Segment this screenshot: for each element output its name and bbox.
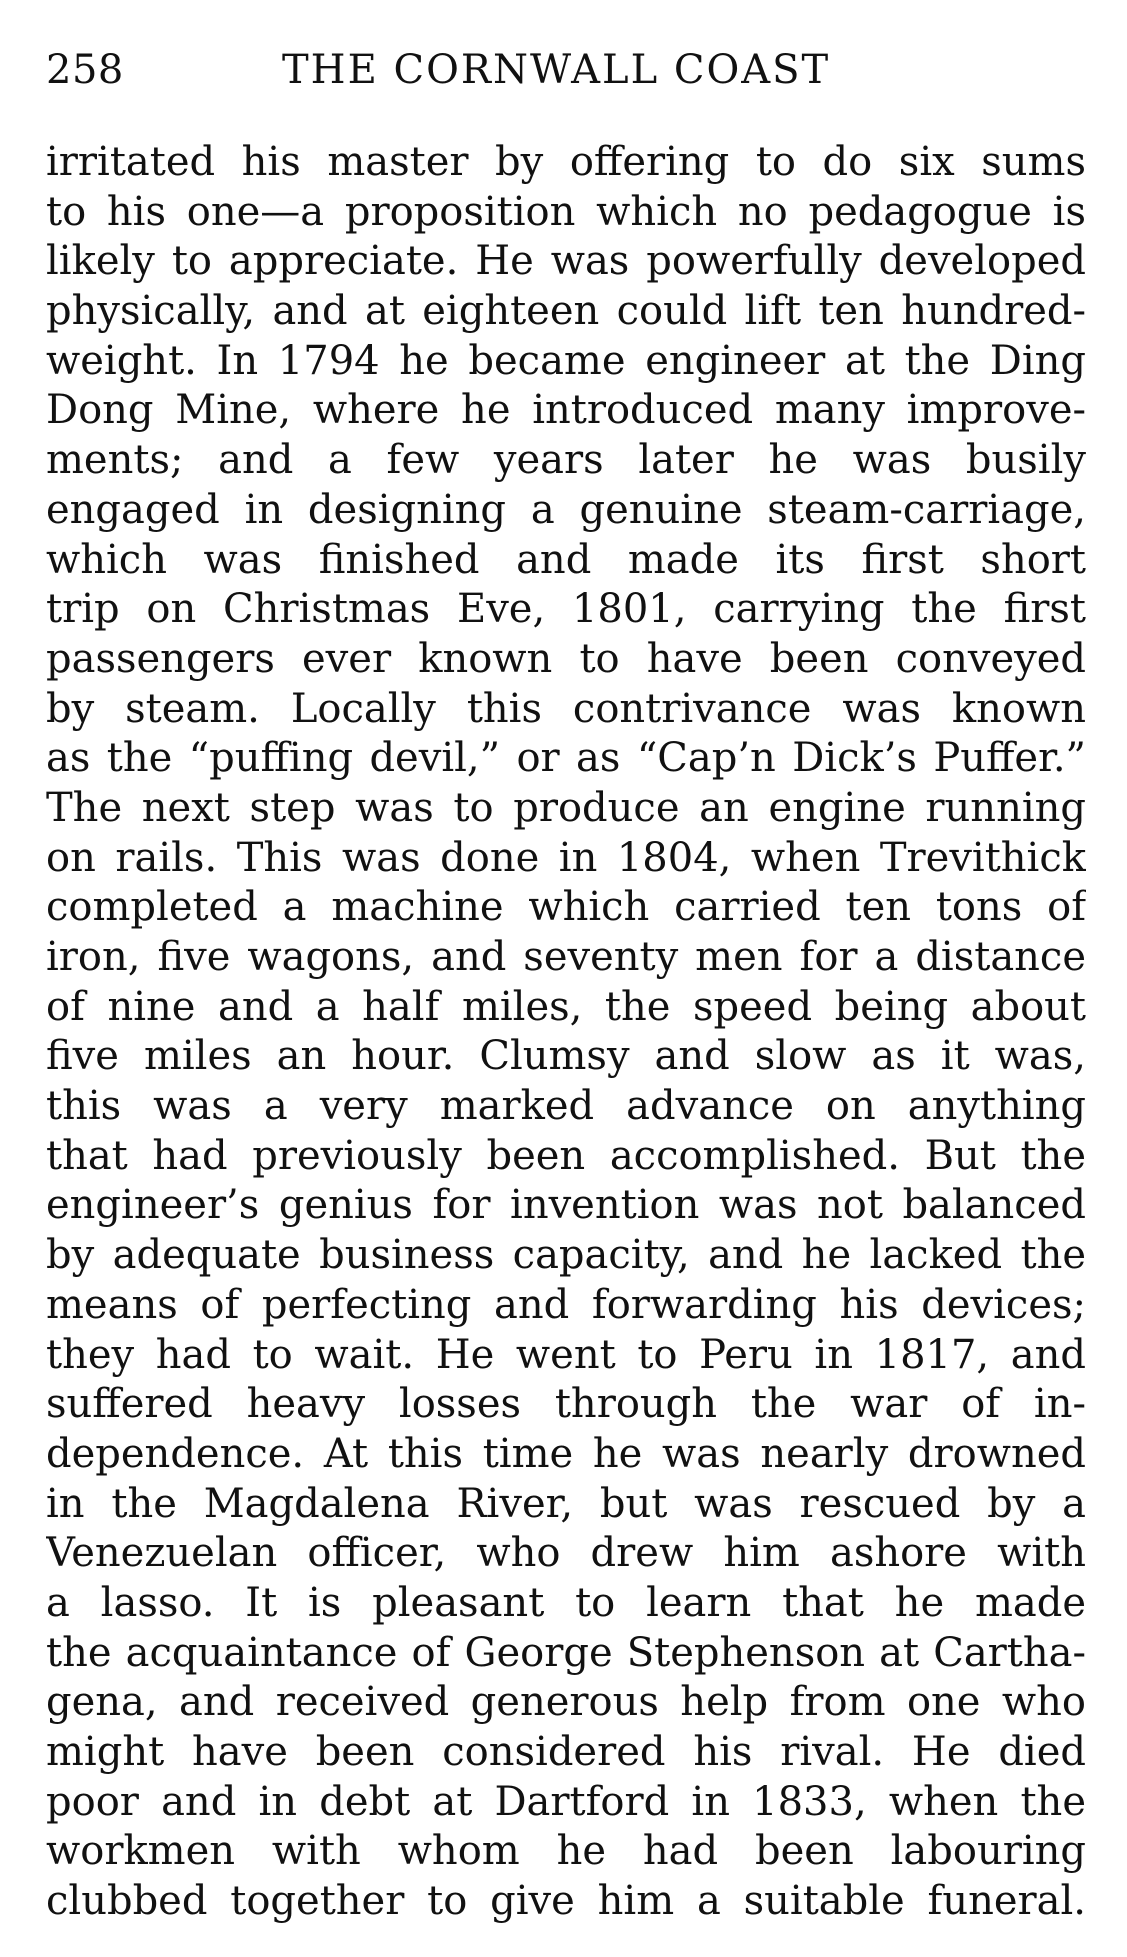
- text-line: likely to appreciate. He was powerfully developed: [46, 238, 1086, 285]
- text-line: workmen with whom he had been labouring: [46, 1828, 1086, 1875]
- text-line: of nine and a half miles, the speed being about: [46, 983, 1086, 1030]
- text-line: the acquaintance of George Stephenson at Cartha-: [46, 1629, 1086, 1676]
- text-line: completed a machine which carried ten tons of: [46, 884, 1086, 931]
- text-line: iron, five wagons, and seventy men for a distance: [46, 934, 1086, 980]
- text-line: passengers ever known to have been conveyed: [46, 635, 1086, 682]
- text-line: they had to wait. He went to Peru in 1817, and: [46, 1331, 1086, 1378]
- text-line: this was a very marked advance on anything: [46, 1083, 1086, 1130]
- text-line: means of perfecting and forwarding his devices;: [46, 1281, 1086, 1328]
- text-line: on rails. This was done in 1804, when Trevithick: [46, 834, 1086, 881]
- text-line: engaged in designing a genuine steam-carriage,: [46, 486, 1086, 533]
- text-line: The next step was to produce an engine running: [46, 784, 1086, 831]
- text-line: in the Magdalena River, but was rescued by a: [46, 1480, 1086, 1527]
- text-line: Dong Mine, where he introduced many improve-: [46, 387, 1086, 434]
- text-line: as the “puffing devil,” or as “Cap’n Dick’s Puffer.”: [46, 735, 1086, 782]
- page-header: [46, 42, 1086, 102]
- text-line: irritated his master by offering to do six sums: [46, 139, 1086, 185]
- text-line: by adequate business capacity, and he lacked the: [46, 1232, 1086, 1279]
- text-line: clubbed together to give him a suitable funeral.: [46, 1878, 1086, 1925]
- text-line: engineer’s genius for invention was not balanced: [46, 1182, 1086, 1229]
- text-line: by steam. Locally this contrivance was known: [46, 685, 1086, 732]
- body-text: [46, 138, 1086, 1927]
- text-line: five miles an hour. Clumsy and slow as it was,: [46, 1033, 1086, 1080]
- running-head: THE CORNWALL COAST: [282, 47, 831, 93]
- text-line: which was finished and made its first short: [46, 536, 1086, 583]
- text-line: that had previously been accomplished. But the: [46, 1132, 1086, 1179]
- text-line: to his one—a proposition which no pedagogue is: [46, 188, 1086, 235]
- text-line: poor and in debt at Dartford in 1833, when the: [46, 1778, 1086, 1825]
- text-line: physically, and at eighteen could lift ten hundred-: [46, 288, 1086, 335]
- text-line: suffered heavy losses through the war of in-: [46, 1381, 1086, 1428]
- text-line: a lasso. It is pleasant to learn that he made: [46, 1579, 1086, 1626]
- page-number: 258: [46, 47, 124, 93]
- text-line: gena, and received generous help from one who: [46, 1679, 1086, 1726]
- text-line: might have been considered his rival. He died: [46, 1729, 1086, 1775]
- text-line: dependence. At this time he was nearly drowned: [46, 1430, 1086, 1477]
- text-line: Venezuelan officer, who drew him ashore with: [46, 1530, 1086, 1577]
- text-line: ments; and a few years later he was busily: [46, 437, 1086, 484]
- text-line: trip on Christmas Eve, 1801, carrying the first: [46, 586, 1086, 633]
- text-line: weight. In 1794 he became engineer at the Ding: [46, 337, 1086, 384]
